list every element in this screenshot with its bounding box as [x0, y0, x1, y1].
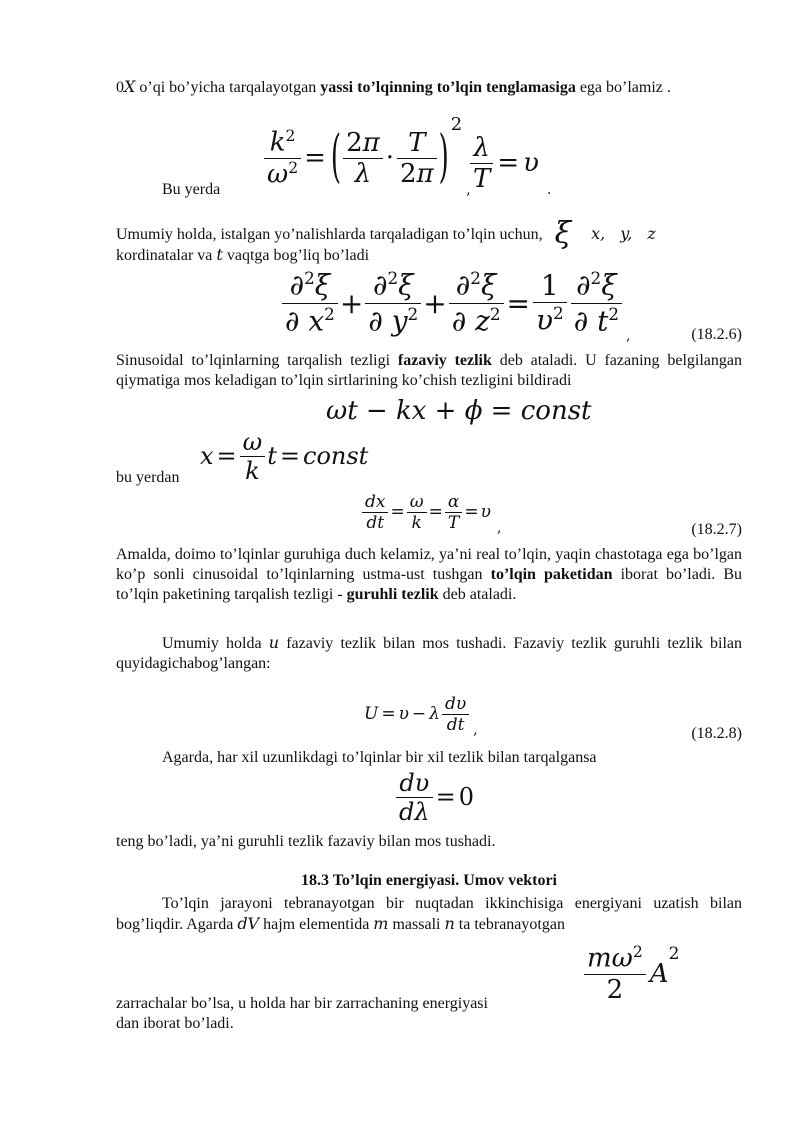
equation-wave-3d: $\frac{\partial^2\xi}{\partial x^2}$ + $\frac{\partial^2\xi}{\partial y^2}$ + $\frac{\partial^2\xi}{\partial z^2}$ = $\frac{1}{\upsilon^2}$ $\frac{\partial^2\xi}{\partial t^2}$ , [282, 262, 630, 344]
equation-phase: ωt − kx + ϕ = const [326, 396, 592, 426]
paragraph-3: Sinusoidal to’lqinlarning tarqalish tezligi fazaviy tezlik deb ataladi. U fazaning belgilangan qiymatiga mos keladigan to’lqin sirtlarining ko’chish tezligini bildiradi [116, 352, 743, 389]
equation-velocity: $\frac{\lambda}{T}$ = υ . [470, 128, 551, 198]
label-bu-yerdan: bu yerdan [116, 469, 180, 486]
paragraph-2: Umumiy holda, istalgan yo’nalishlarda tarqaladigan to’lqin uchun, ξ x, y, z kordinatalar va t vaqtga bog’liq bo’ladi [116, 216, 656, 264]
equation-group-velocity: U = υ − λ $\frac{d\upsilon}{dt}$ , [364, 693, 478, 738]
paragraph-1: 0X o’qi bo’yicha tarqalayotgan yassi to’lqinning to’lqin tenglamasiga ega bo’lamiz . [116, 77, 671, 96]
label-bu-yerda: Bu yerda [162, 181, 221, 198]
equation-number-18-2-7: (18.2.7) [691, 521, 742, 538]
paragraph-10: dan iborat bo’ladi. [116, 1015, 234, 1032]
paragraph-6: Agarda, har xil uzunlikdagi to’lqinlar bir xil tezlik bilan tarqalgansa [162, 749, 597, 766]
equation-particle-energy: $\frac{m\omega^2}{2}$ A $^2$ [584, 934, 679, 1014]
paragraph-5: Umumiy holda u fazaviy tezlik bilan mos tushadi. Fazaviy tezlik guruhli tezlik bilan quyidagichabog’langan: [116, 633, 743, 672]
paragraph-7: teng bo’ladi, ya’ni guruhli tezlik fazaviy bilan mos tushadi. [116, 833, 496, 850]
equation-dispersion-zero: $\frac{d\upsilon}{d\lambda}$ = 0 [396, 768, 474, 826]
section-heading: 18.3 To’lqin energiyasi. Umov vektori [300, 872, 557, 889]
equation-number-18-2-8: (18.2.8) [691, 725, 742, 742]
equation-position: x = $\frac{\omega}{k}$ t = const [200, 427, 369, 485]
paragraph-8: To’lqin jarayoni tebranayotgan bir nuqtadan ikkinchisiga energiyani uzatish bilan bog’liqdir. Agarda dV hajm elementida m massali n ta tebranayotgan [116, 895, 742, 933]
paragraph-9: zarrachalar bo’lsa, u holda har bir zarrachaning energiyasi [116, 995, 488, 1012]
equation-phase-velocity: $\frac{dx}{dt}$ = $\frac{\omega}{k}$ = $\frac{\alpha}{T}$ = υ , [362, 488, 501, 536]
equation-wavenumber: $\frac{k^2}{\omega^2}$ = ( $\frac{2\pi}{\lambda}$ · $\frac{T}{2\pi}$ ) $^2$ , [264, 118, 471, 198]
paragraph-4: Amalda, doimo to’lqinlar guruhiga duch kelamiz, ya’ni real to’lqin, yaqin chastotaga ega bo’lgan ko’p sonli cinusoidal to’lqinlarning ustma-ust tushgan to’lqin paketidan iborat bo’ladi. Bu to’lqin paketining tarqalish tezligi - guruhli tezlik deb ataladi. [116, 546, 743, 603]
equation-number-18-2-6: (18.2.6) [691, 326, 742, 343]
